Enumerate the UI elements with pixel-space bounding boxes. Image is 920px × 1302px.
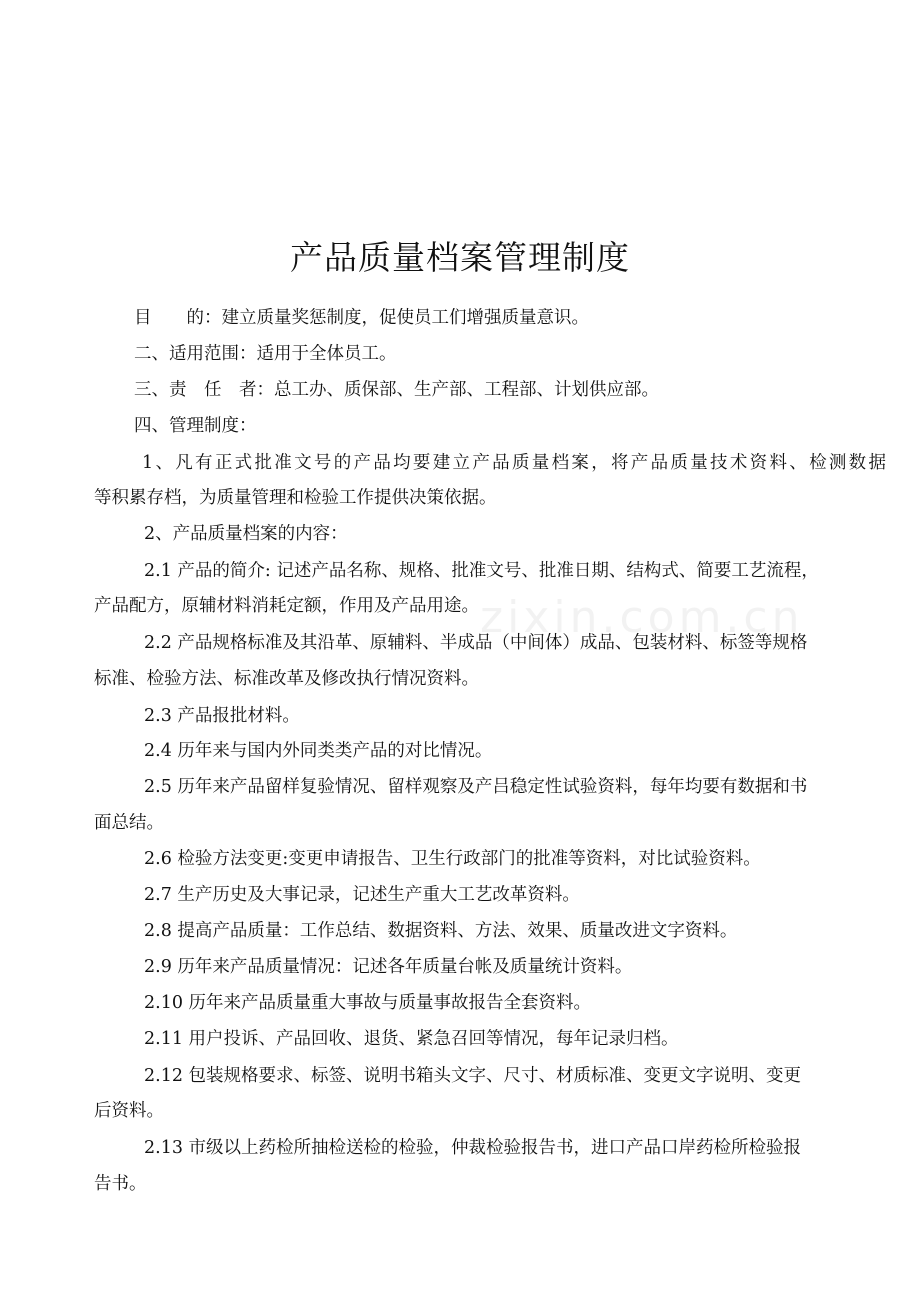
section-heading: 2、产品质量档案的内容： — [144, 524, 348, 544]
watermark: zixin.com.cn — [480, 592, 804, 643]
paragraph-line: 2.1 产品的简介: 记述产品名称、规格、批准文号、批准日期、结构式、简要工艺流程， — [144, 561, 819, 581]
paragraph-line: 面总结。 — [94, 813, 164, 833]
management-heading: 四、管理制度： — [134, 416, 257, 436]
paragraph-line: 2.5 历年来产品留样复验情况、留样观察及产吕稳定性试验资料，每年均要有数据和书 — [144, 777, 808, 797]
paragraph-line: 2.2 产品规格标准及其沿革、原辅料、半成品（中间体）成品、包装材料、标签等规格 — [144, 633, 808, 653]
paragraph-line: 1、凡有正式批准文号的产品均要建立产品质量档案，将产品质量技术资料、检测数据 — [142, 453, 886, 473]
paragraph-line: 2.7 生产历史及大事记录，记述生产重大工艺改革资料。 — [144, 885, 580, 905]
paragraph-line: 后资料。 — [94, 1101, 164, 1121]
paragraph-line: 2.8 提高产品质量：工作总结、数据资料、方法、效果、质量改进文字资料。 — [144, 921, 738, 941]
paragraph-line: 2.10 历年来产品质量重大事故与质量事故报告全套资料。 — [144, 993, 592, 1013]
paragraph-line: 2.12 包装规格要求、标签、说明书箱头文字、尺寸、材质标准、变更文字说明、变更 — [144, 1066, 802, 1086]
paragraph-line: 告书。 — [94, 1174, 147, 1194]
paragraph-line: 2.3 产品报批材料。 — [144, 706, 300, 726]
paragraph-line: 2.9 历年来产品质量情况：记述各年质量台帐及质量统计资料。 — [144, 957, 633, 977]
paragraph-line: 等积累存档，为质量管理和检验工作提供决策依据。 — [94, 488, 497, 508]
paragraph-line: 2.4 历年来与国内外同类类产品的对比情况。 — [144, 741, 493, 761]
paragraph-line: 2.11 用户投诉、产品回收、退货、紧急召回等情况，每年记录归档。 — [144, 1029, 679, 1049]
page-title: 产品质量档案管理制度 — [290, 238, 630, 277]
paragraph-line: 标准、检验方法、标准改革及修改执行情况资料。 — [94, 669, 479, 689]
paragraph-line: 2.13 市级以上药检所抽检送检的检验，仲裁检验报告书，进口产品口岸药检所检验报 — [144, 1138, 802, 1158]
purpose-line: 目 的：建立质量奖惩制度，促使员工们增强质量意识。 — [134, 308, 589, 328]
scope-line: 二、适用范围：适用于全体员工。 — [134, 344, 397, 364]
paragraph-line: 2.6 检验方法变更:变更申请报告、卫生行政部门的批准等资料，对比试验资料。 — [144, 849, 761, 869]
paragraph-line: 产品配方，原辅材料消耗定额，作用及产品用途。 — [94, 596, 479, 616]
responsible-line: 三、责 任 者：总工办、质保部、生产部、工程部、计划供应部。 — [134, 380, 659, 400]
